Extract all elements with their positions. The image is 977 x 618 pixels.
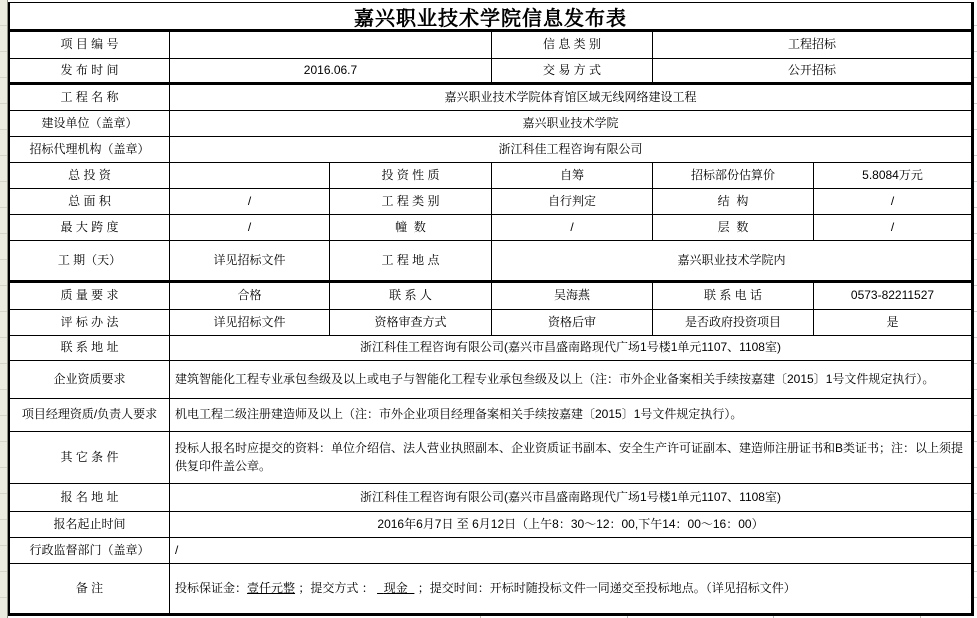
project-number-label: 项 目 编 号 bbox=[10, 32, 170, 58]
remarks-text: 投标保证金： bbox=[175, 580, 248, 595]
row-total-area bbox=[10, 189, 971, 215]
max-span-label: 最 大 跨 度 bbox=[10, 215, 170, 240]
investment-nature-value: 自筹 bbox=[492, 163, 653, 188]
project-name-label: 工 程 名 称 bbox=[10, 85, 170, 110]
row-supervision-department bbox=[10, 538, 971, 564]
registration-period-value: 2016年6月7日 至 6月12日（上午8：30～12：00,下午14：00～16：00） bbox=[377, 516, 764, 531]
bidding-agency-value: 浙江科佳工程咨询有限公司 bbox=[498, 141, 643, 156]
row-quality bbox=[10, 283, 971, 310]
trade-mode-value: 公开招标 bbox=[787, 62, 836, 77]
remarks-underlined-text: 现金 bbox=[377, 580, 415, 595]
other-conditions-label: 其 它 条 件 bbox=[10, 432, 170, 483]
floor-count-value: / bbox=[890, 219, 895, 234]
row-publish-date bbox=[10, 59, 971, 85]
publish-date-label: 发 布 时 间 bbox=[10, 59, 170, 82]
total-investment-label: 总 投 资 bbox=[10, 163, 170, 188]
quality-label: 质 量 要 求 bbox=[10, 283, 170, 309]
form-table-body bbox=[10, 32, 971, 613]
project-manager-qualification-label: 项目经理资质/负责人要求 bbox=[10, 399, 170, 431]
row-other-conditions bbox=[10, 432, 971, 484]
remarks-text: ；提交时间：开标时随投标文件一同递交至投标地点。（详见招标文件） bbox=[414, 580, 796, 595]
enterprise-qualification-label: 企业资质要求 bbox=[10, 361, 170, 398]
enterprise-qualification-value: 建筑智能化工程专业承包叁级及以上或电子与智能化工程专业承包叁级及以上（注：市外企业备案相关手续按嘉建〔2015〕1号文件规定执行）。 bbox=[175, 371, 935, 386]
bidding-agency-label: 招标代理机构（盖章） bbox=[10, 137, 170, 162]
gov-invest-label: 是否政府投资项目 bbox=[653, 310, 814, 335]
row-project-name bbox=[10, 85, 971, 111]
remarks-label: 备 注 bbox=[10, 564, 170, 613]
contact-person-label: 联 系 人 bbox=[330, 283, 492, 309]
evaluation-method-label: 评 标 办 法 bbox=[10, 310, 170, 335]
gov-invest-value: 是 bbox=[886, 314, 899, 329]
qualification-review-label: 资格审查方式 bbox=[330, 310, 492, 335]
row-enterprise-qualification bbox=[10, 361, 971, 399]
form-title: 嘉兴职业技术学院信息发布表 bbox=[10, 3, 971, 32]
row-project-number bbox=[10, 32, 971, 59]
investment-nature-label: 投 资 性 质 bbox=[330, 163, 492, 188]
project-type-value: 自行判定 bbox=[492, 189, 653, 214]
project-name-value: 嘉兴职业技术学院体育馆区域无线网络建设工程 bbox=[444, 89, 697, 104]
project-location-label: 工 程 地 点 bbox=[330, 241, 492, 280]
construction-unit-value: 嘉兴职业技术学院 bbox=[522, 115, 619, 130]
contact-address-label: 联 系 地 址 bbox=[10, 336, 170, 360]
project-manager-qualification-value: 机电工程二级注册建造师及以上（注：市外企业项目经理备案相关手续按嘉建〔2015〕1号文件规定执行）。 bbox=[175, 407, 743, 422]
info-release-form-table bbox=[8, 2, 974, 616]
row-project-manager-qualification bbox=[10, 399, 971, 432]
remarks-value bbox=[170, 564, 971, 613]
row-registration-period bbox=[10, 512, 971, 538]
duration-value: 详见招标文件 bbox=[170, 241, 330, 280]
other-conditions-value: 投标人报名时应提交的资料：单位介绍信、法人营业执照副本、企业资质证书副本、安全生产许可证副本、建造师注册证书和B类证书；注：以上须提供复印件盖公章。 bbox=[175, 441, 964, 473]
evaluation-method-value: 详见招标文件 bbox=[170, 310, 330, 335]
info-category-value: 工程招标 bbox=[787, 37, 836, 52]
total-investment-value bbox=[170, 163, 330, 188]
total-area-label: 总 面 积 bbox=[10, 189, 170, 214]
row-total-investment bbox=[10, 163, 971, 189]
project-type-label: 工 程 类 别 bbox=[330, 189, 492, 214]
structure-value: / bbox=[890, 193, 895, 208]
trade-mode-label: 交 易 方 式 bbox=[492, 59, 653, 82]
structure-label: 结 构 bbox=[653, 189, 814, 214]
row-max-span bbox=[10, 215, 971, 241]
remarks-text: ；提交方式 ： bbox=[295, 580, 378, 595]
registration-period-label: 报名起止时间 bbox=[10, 512, 170, 537]
info-category-label: 信 息 类 别 bbox=[492, 32, 653, 58]
qualification-review-value: 资格后审 bbox=[492, 310, 653, 335]
publish-date-value: 2016.06.7 bbox=[170, 59, 492, 82]
remarks-underlined-text: 壹仟元整 bbox=[247, 580, 296, 595]
supervision-department-label: 行政监督部门（盖章） bbox=[10, 538, 170, 563]
contact-address-value: 浙江科佳工程咨询有限公司(嘉兴市昌盛南路现代广场1号楼1单元1107、1108室) bbox=[360, 340, 781, 355]
registration-address-value: 浙江科佳工程咨询有限公司(嘉兴市昌盛南路现代广场1号楼1单元1107、1108室) bbox=[360, 489, 781, 504]
building-count-label: 幢 数 bbox=[330, 215, 492, 240]
spreadsheet-left-margin bbox=[0, 0, 8, 618]
estimate-price-value: 5.8084万元 bbox=[862, 167, 923, 182]
floor-count-label: 层 数 bbox=[653, 215, 814, 240]
registration-address-label: 报 名 地 址 bbox=[10, 484, 170, 511]
row-evaluation-method bbox=[10, 310, 971, 336]
total-area-value: / bbox=[170, 189, 330, 214]
project-number-value bbox=[170, 32, 492, 58]
estimate-price-label: 招标部份估算价 bbox=[653, 163, 814, 188]
project-location-value: 嘉兴职业技术学院内 bbox=[677, 252, 786, 267]
row-registration-address bbox=[10, 484, 971, 512]
construction-unit-label: 建设单位（盖章） bbox=[10, 111, 170, 136]
duration-label: 工 期（天） bbox=[10, 241, 170, 280]
row-duration bbox=[10, 241, 971, 283]
max-span-value: / bbox=[170, 215, 330, 240]
contact-phone-value: 0573-82211527 bbox=[850, 288, 935, 303]
row-construction-unit bbox=[10, 111, 971, 137]
row-remarks bbox=[10, 564, 971, 613]
row-bidding-agency bbox=[10, 137, 971, 163]
supervision-department-value: / bbox=[175, 542, 179, 557]
contact-phone-label: 联 系 电 话 bbox=[653, 283, 814, 309]
contact-person-value: 吴海燕 bbox=[492, 283, 653, 309]
row-contact-address bbox=[10, 336, 971, 361]
building-count-value: / bbox=[492, 215, 653, 240]
quality-value: 合格 bbox=[170, 283, 330, 309]
